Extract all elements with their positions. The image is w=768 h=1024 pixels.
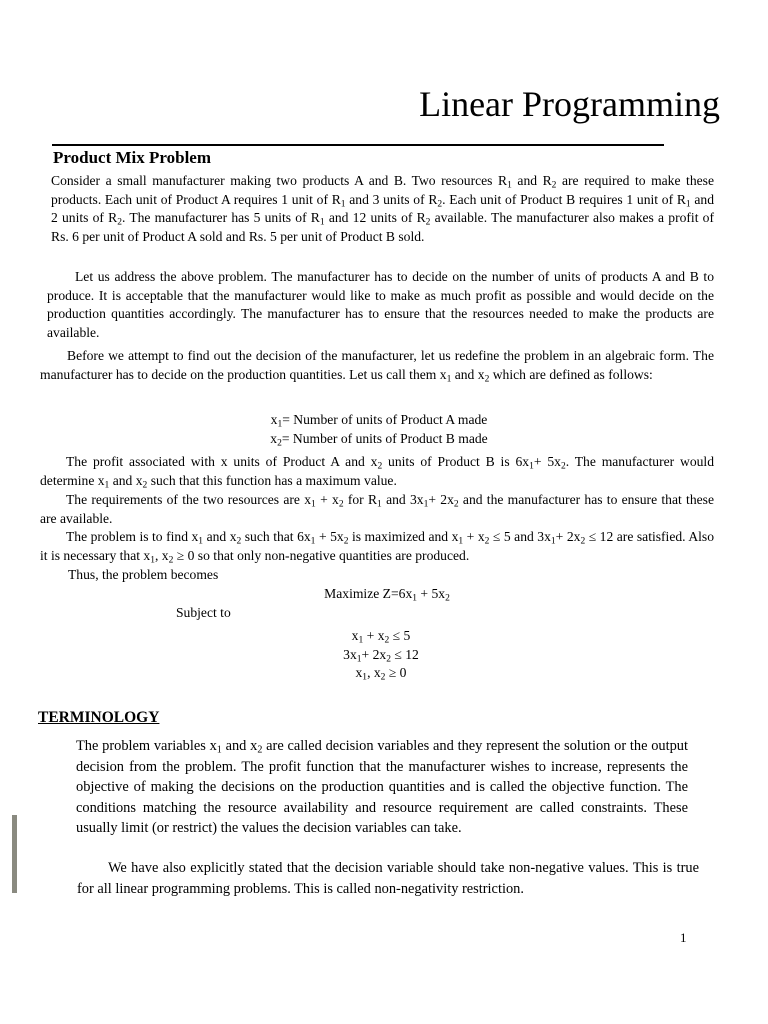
constraint-nonnegativity: $x_1$, $x_2 \ge 0$ bbox=[355, 665, 407, 683]
paragraph-intro: Consider a small manufacturer making two products A and B. Two resources $R_1$ and $R_2$ are required to make these products. Each unit of Product A requires 1 unit of $R_1$ and 3 units of $R_2$. Each unit of Product B requires 1 unit of $R_1$ and 2 units of $R_2$. The manufacturer has 5 units of $R_1$ and 12 units of $R_2$ available. The manufacturer also makes a profit of Rs. 6 per unit of Product A sold and Rs. 5 per unit of Product B sold. bbox=[51, 173, 715, 245]
margin-bar bbox=[12, 815, 17, 893]
definition-x1: $x_1=$ Number of units of Product A made bbox=[270, 412, 488, 430]
paragraph-problem: The problem is to find $x_1$ and $x_2$ such that $6x_1 + 5x_2$ is maximized and $x_1 + x_2 \le 5$ and $3x_1+ 2x_2 \le 12$ are satisfied. Also it is necessary that $x_1$, $x_2 \ge 0$ so that only non-negative quantities are produced. bbox=[40, 529, 714, 566]
paragraph-profit: The profit associated with x units of Product A and $x_2$ units of Product B is $6x_1+ 5x_2$. The manufacturer would determine $x_1$ and $x_2$ such that this function has a maximum value. bbox=[40, 454, 714, 491]
objective-function: Maximize $Z=6x_1 + 5x_2$ bbox=[324, 586, 450, 604]
terminology-heading: TERMINOLOGY bbox=[38, 709, 160, 726]
title-rule bbox=[52, 144, 664, 146]
section-heading: Product Mix Problem bbox=[53, 148, 212, 167]
paragraph-algebraic: Before we attempt to find out the decision of the manufacturer, let us redefine the problem in an algebraic form. The manufacturer has to decide on the production quantities. Let us call them $x_1$ and $x_2$ which are defined as follows: bbox=[40, 348, 714, 385]
constraint-1: $x_1 + x_2 \le 5$ bbox=[351, 628, 411, 646]
page-number: 1 bbox=[680, 930, 687, 945]
constraint-2: $3x_1+ 2x_2 \le 12$ bbox=[343, 647, 419, 665]
terminology-paragraph-2: We have also explicitly stated that the decision variable should take non-negative values. This is true for all linear programming problems. This is called non-negativity restriction. bbox=[77, 860, 699, 897]
definition-x2: $x_2=$ Number of units of Product B made bbox=[270, 431, 488, 449]
paragraph-requirements: The requirements of the two resources are $x_1 + x_2$ for $R_1$ and $3x_1+ 2x_2$ and the manufacturer has to ensure that these are available. bbox=[40, 492, 714, 526]
subject-to-label: Subject to bbox=[176, 605, 231, 620]
terminology-paragraph-1: The problem variables $x_1$ and $x_2$ are called decision variables and they represent the solution or the output decision from the problem. The profit function that the manufacturer wishes to increase, represents the objective of making the decisions on the production quantities and is called the objective function. The conditions matching the resource availability and resource requirement are called constraints. These usually limit (or restrict) the values the decision variables can take. bbox=[76, 738, 689, 836]
paragraph-thus: Thus, the problem becomes bbox=[68, 567, 219, 582]
page-title: Linear Programming bbox=[419, 84, 720, 124]
paragraph-address: Let us address the above problem. The manufacturer has to decide on the number of units of products A and B to produce. It is acceptable that the manufacturer would like to make as much profit as possible and would decide on the production quantities accordingly. The manufacturer has to ensure that the resources needed to make the products are available. bbox=[47, 269, 714, 341]
